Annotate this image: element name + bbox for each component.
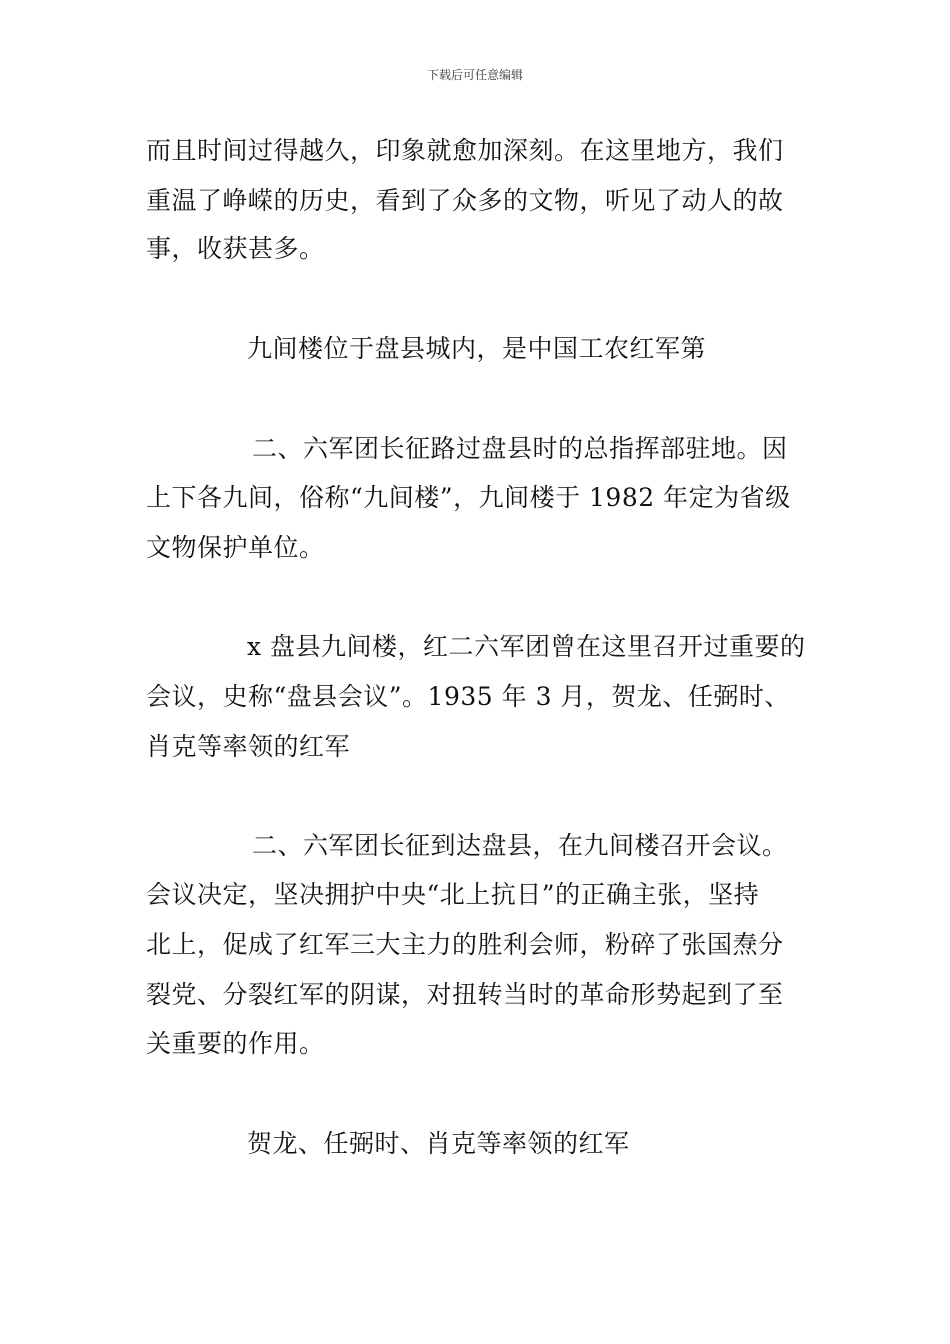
text-line: 会议，史称“盘县会议”。1935 年 3 月，贺龙、任弼时、 bbox=[146, 682, 790, 711]
text-line: 二、六军团长征到达盘县，在九间楼召开会议。 bbox=[252, 831, 788, 860]
text-line: 贺龙、任弼时、肖克等率领的红军 bbox=[247, 1129, 630, 1158]
download-note: 下载后可任意编辑 bbox=[426, 68, 523, 82]
text-line: 九间楼位于盘县城内，是中国工农红军第 bbox=[247, 334, 707, 363]
text-line: x 盘县九间楼，红二六军团曾在这里召开过重要的 bbox=[247, 632, 806, 661]
text-line: 事，收获甚多。 bbox=[146, 234, 325, 263]
text-line: 上下各九间，俗称“九间楼”，九间楼于 1982 年定为省级 bbox=[146, 483, 791, 512]
text-line: 北上，促成了红军三大主力的胜利会师，粉碎了张国焘分 bbox=[146, 930, 784, 959]
text-line: 肖克等率领的红军 bbox=[146, 732, 351, 761]
text-line: 文物保护单位。 bbox=[146, 533, 325, 562]
text-line: 裂党、分裂红军的阴谋，对扭转当时的革命形势起到了至 bbox=[146, 980, 784, 1009]
text-line: 重温了峥嵘的历史，看到了众多的文物，听见了动人的故 bbox=[146, 186, 784, 215]
text-line: 关重要的作用。 bbox=[146, 1029, 325, 1058]
text-line: 而且时间过得越久，印象就愈加深刻。在这里地方，我们 bbox=[146, 136, 784, 165]
text-line: 会议决定，坚决拥护中央“北上抗日”的正确主张，坚持 bbox=[146, 880, 760, 909]
text-line: 二、六军团长征路过盘县时的总指挥部驻地。因 bbox=[252, 434, 788, 463]
